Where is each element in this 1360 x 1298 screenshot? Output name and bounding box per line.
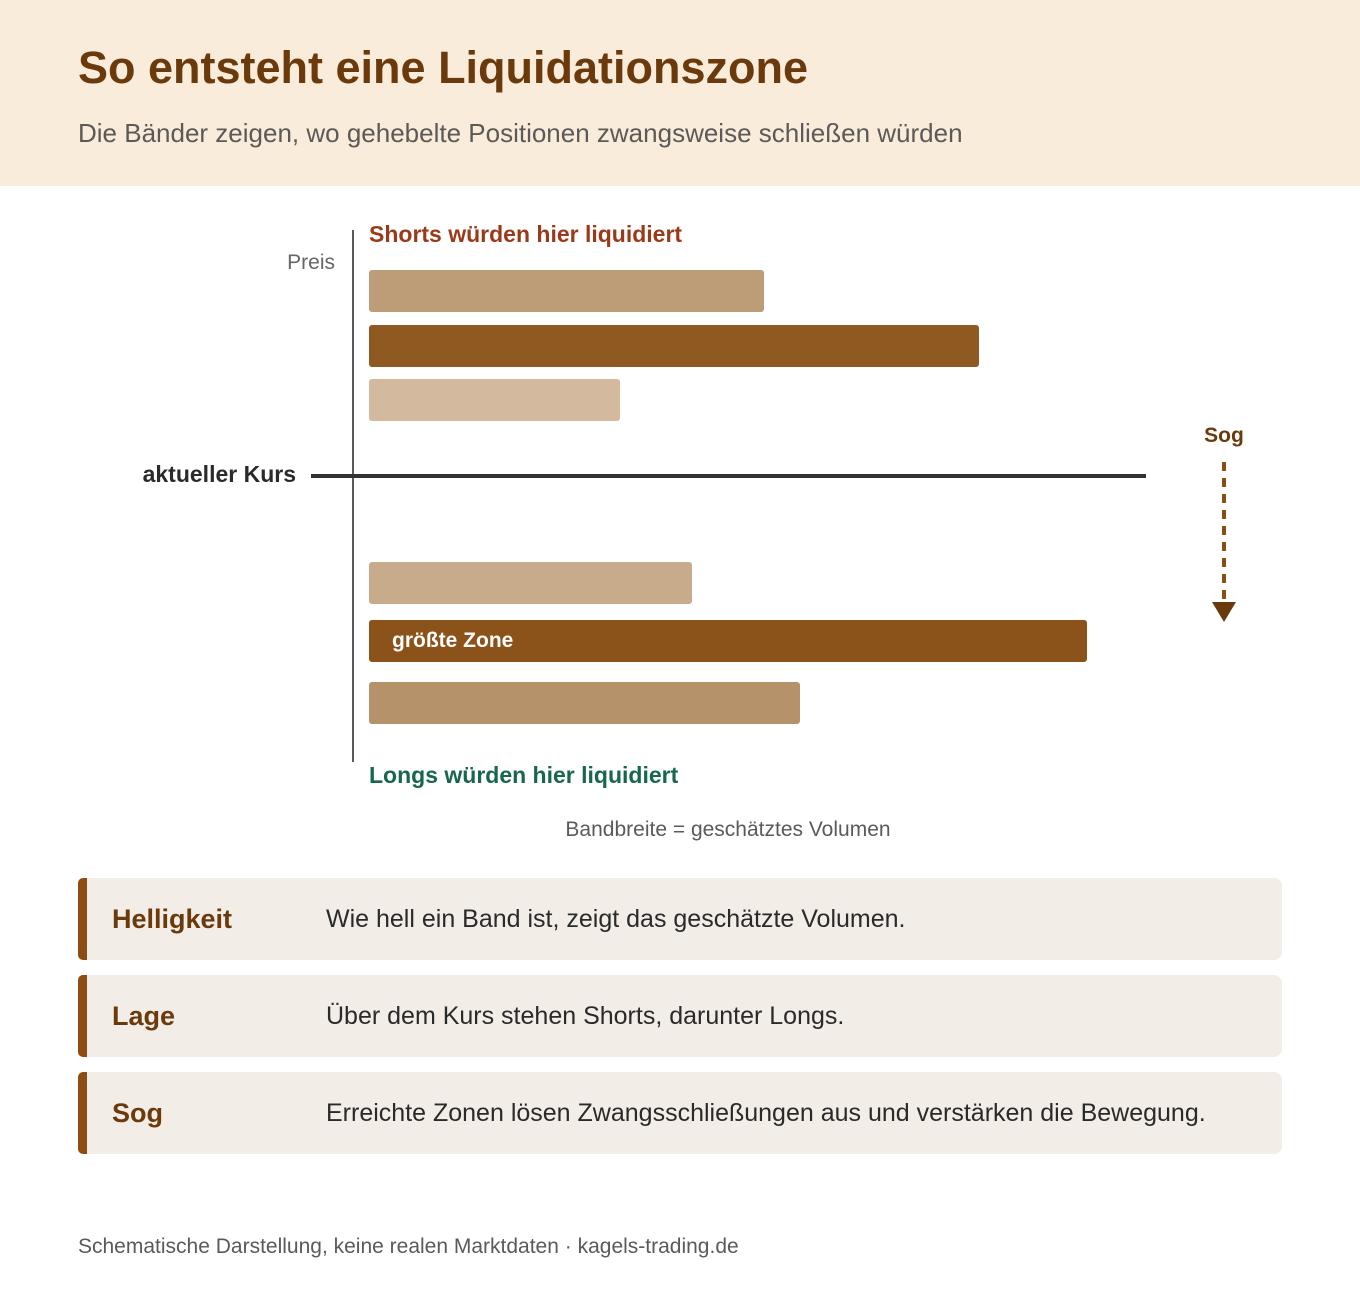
pull-arrow-icon — [1210, 458, 1238, 624]
long-band — [369, 682, 800, 724]
largest-zone-label: größte Zone — [392, 629, 514, 652]
current-price-line — [311, 474, 1146, 478]
short-band — [369, 270, 764, 312]
shorts-zone-label: Shorts würden hier liquidiert — [369, 221, 683, 247]
legend-term: Helligkeit — [112, 904, 233, 934]
page-title: So entsteht eine Liquidationszone — [78, 42, 809, 93]
short-band — [369, 379, 620, 421]
long-band-largest — [369, 620, 1087, 662]
footer-note: Schematische Darstellung, keine realen Marktdaten · kagels-trading.de — [78, 1235, 739, 1258]
header-banner — [0, 0, 1360, 186]
long-band — [369, 562, 692, 604]
legend-row-position — [78, 975, 1282, 1057]
legend-description: Über dem Kurs stehen Shorts, darunter Longs. — [326, 1002, 845, 1030]
price-axis-label: Preis — [287, 251, 335, 274]
legend-accent-bar — [78, 878, 87, 960]
legend-term: Lage — [112, 1001, 176, 1031]
price-axis — [352, 230, 354, 762]
pull-label: Sog — [1204, 424, 1244, 447]
legend-accent-bar — [78, 1072, 87, 1154]
legend-term: Sog — [112, 1098, 163, 1128]
current-price-label: aktueller Kurs — [142, 461, 296, 487]
legend-row-pull — [78, 1072, 1282, 1154]
legend-row-brightness — [78, 878, 1282, 960]
legend-description: Erreichte Zonen lösen Zwangsschließungen aus und verstärken die Bewegung. — [326, 1099, 1206, 1127]
short-band — [369, 325, 979, 367]
legend-accent-bar — [78, 975, 87, 1057]
longs-zone-label: Longs würden hier liquidiert — [369, 762, 679, 788]
page-subtitle: Die Bänder zeigen, wo gehebelte Positionen zwangsweise schließen würden — [78, 118, 963, 148]
band-width-note: Bandbreite = geschätztes Volumen — [565, 818, 891, 841]
legend-description: Wie hell ein Band ist, zeigt das geschätzte Volumen. — [326, 905, 906, 933]
